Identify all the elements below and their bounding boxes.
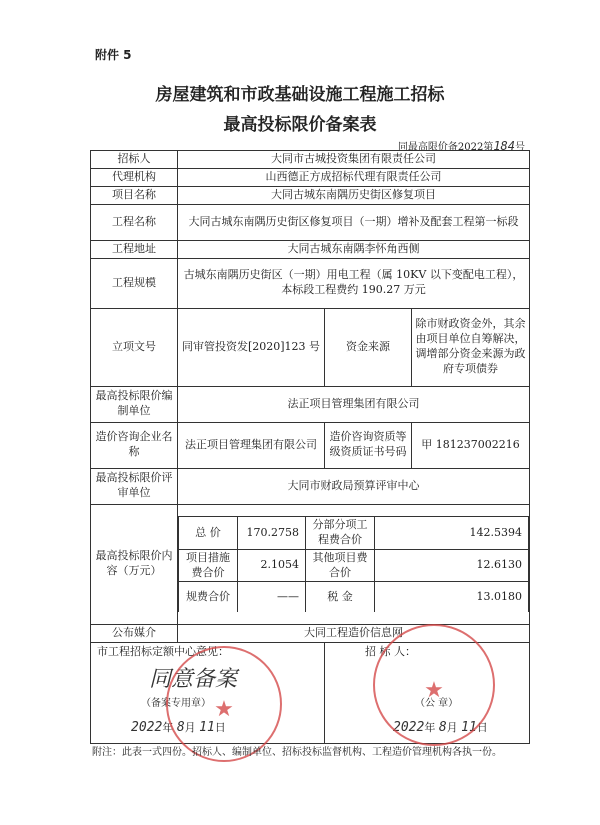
measure-value: 2.1054	[238, 549, 306, 582]
table-row	[91, 468, 530, 504]
other-value: 12.6130	[375, 549, 529, 582]
tax-value: 13.0180	[375, 582, 529, 612]
center-opinion-date: 2022年 8月 11日	[131, 719, 226, 735]
total-value: 170.2758	[238, 517, 306, 550]
compiler-value: 法正项目管理集团有限公司	[178, 386, 530, 422]
subitem-value: 142.5394	[375, 517, 529, 550]
tenderer-label: 招标人	[91, 151, 178, 169]
tenderer-seal-stamp: ★	[373, 624, 495, 746]
location-label: 工程地址	[91, 240, 178, 258]
project-name-value: 大同古城东南隅历史街区修复项目	[178, 186, 530, 204]
table-row	[91, 308, 530, 386]
tenderer-seal-label: （公 章）	[415, 697, 459, 709]
table-row	[91, 386, 530, 422]
other-label: 其他项目费合价	[306, 549, 375, 582]
table-row	[91, 168, 530, 186]
approval-label: 立项文号	[91, 308, 178, 386]
reviewer-value: 大同市财政局预算评审中心	[178, 468, 530, 504]
page-title: 房屋建筑和市政基础设施工程施工招标	[155, 85, 445, 105]
approval-value: 同审管投资发[2020]123 号	[178, 308, 325, 386]
fee-label: 规费合价	[179, 582, 238, 612]
subitem-label: 分部分项工程费合价	[306, 517, 375, 550]
agency-value: 山西德正方成招标代理有限责任公司	[178, 168, 530, 186]
measure-label: 项目措施费合价	[179, 549, 238, 582]
scale-label: 工程规模	[91, 258, 178, 308]
table-row	[91, 422, 530, 468]
tenderer-value: 大同市古城投资集团有限责任公司	[178, 151, 530, 169]
center-opinion-head: 市工程招标定额中心意见：	[97, 644, 229, 658]
consult-grade-value: 甲 181237002216	[412, 422, 530, 468]
tenderer-sign-head: 招 标 人：	[365, 644, 416, 658]
limit-cell	[178, 504, 530, 624]
consult-grade-label: 造价咨询资质等级资质证书号码	[325, 422, 412, 468]
record-number: 同最高限价备2022第184号	[397, 139, 525, 153]
media-value: 大同工程造价信息网	[178, 624, 530, 642]
consult-value: 法正项目管理集团有限公司	[178, 422, 325, 468]
agency-label: 代理机构	[91, 168, 178, 186]
center-seal-label: （备案专用章）	[141, 697, 211, 709]
table-row	[91, 204, 530, 240]
limit-table	[178, 516, 529, 612]
fee-value: ——	[238, 582, 306, 612]
table-row	[91, 258, 530, 308]
page-subtitle: 最高投标限价备案表	[223, 115, 377, 135]
tenderer-sign-date: 2022年 8月 11日	[393, 719, 488, 735]
limit-label: 最高投标限价内容（万元）	[91, 504, 178, 624]
table-row	[91, 186, 530, 204]
footer-note: 附注：此表一式四份。招标人、编制单位、招标投标监督机构、工程造价管理机构各执一份。	[92, 747, 502, 758]
media-label: 公布媒介	[91, 624, 178, 642]
record-number-handwritten: 184	[493, 139, 515, 153]
table-row	[91, 240, 530, 258]
engineering-name-label: 工程名称	[91, 204, 178, 240]
location-value: 大同古城东南隅李怀角西侧	[178, 240, 530, 258]
attachment-label: 附件 5	[95, 48, 132, 62]
table-row	[91, 504, 530, 624]
table-row	[91, 151, 530, 169]
center-seal-stamp: ★	[166, 646, 282, 762]
reviewer-label: 最高投标限价评审单位	[91, 468, 178, 504]
fund-source-value: 除市财政资金外，其余由项目单位自筹解决，调增部分资金来源为政府专项债券	[412, 308, 530, 386]
engineering-name-value: 大同古城东南隅历史街区修复项目（一期）增补及配套工程第一标段	[178, 204, 530, 240]
total-label: 总 价	[179, 517, 238, 550]
consult-label: 造价咨询企业名称	[91, 422, 178, 468]
center-opinion-handwritten: 同意备案	[149, 666, 238, 692]
compiler-label: 最高投标限价编制单位	[91, 386, 178, 422]
tax-label: 税 金	[306, 582, 375, 612]
scale-value: 古城东南隅历史街区（一期）用电工程（属 10KV 以下变配电工程），本标段工程费约 190.27 万元	[178, 258, 530, 308]
project-name-label: 项目名称	[91, 186, 178, 204]
fund-source-label: 资金来源	[325, 308, 412, 386]
